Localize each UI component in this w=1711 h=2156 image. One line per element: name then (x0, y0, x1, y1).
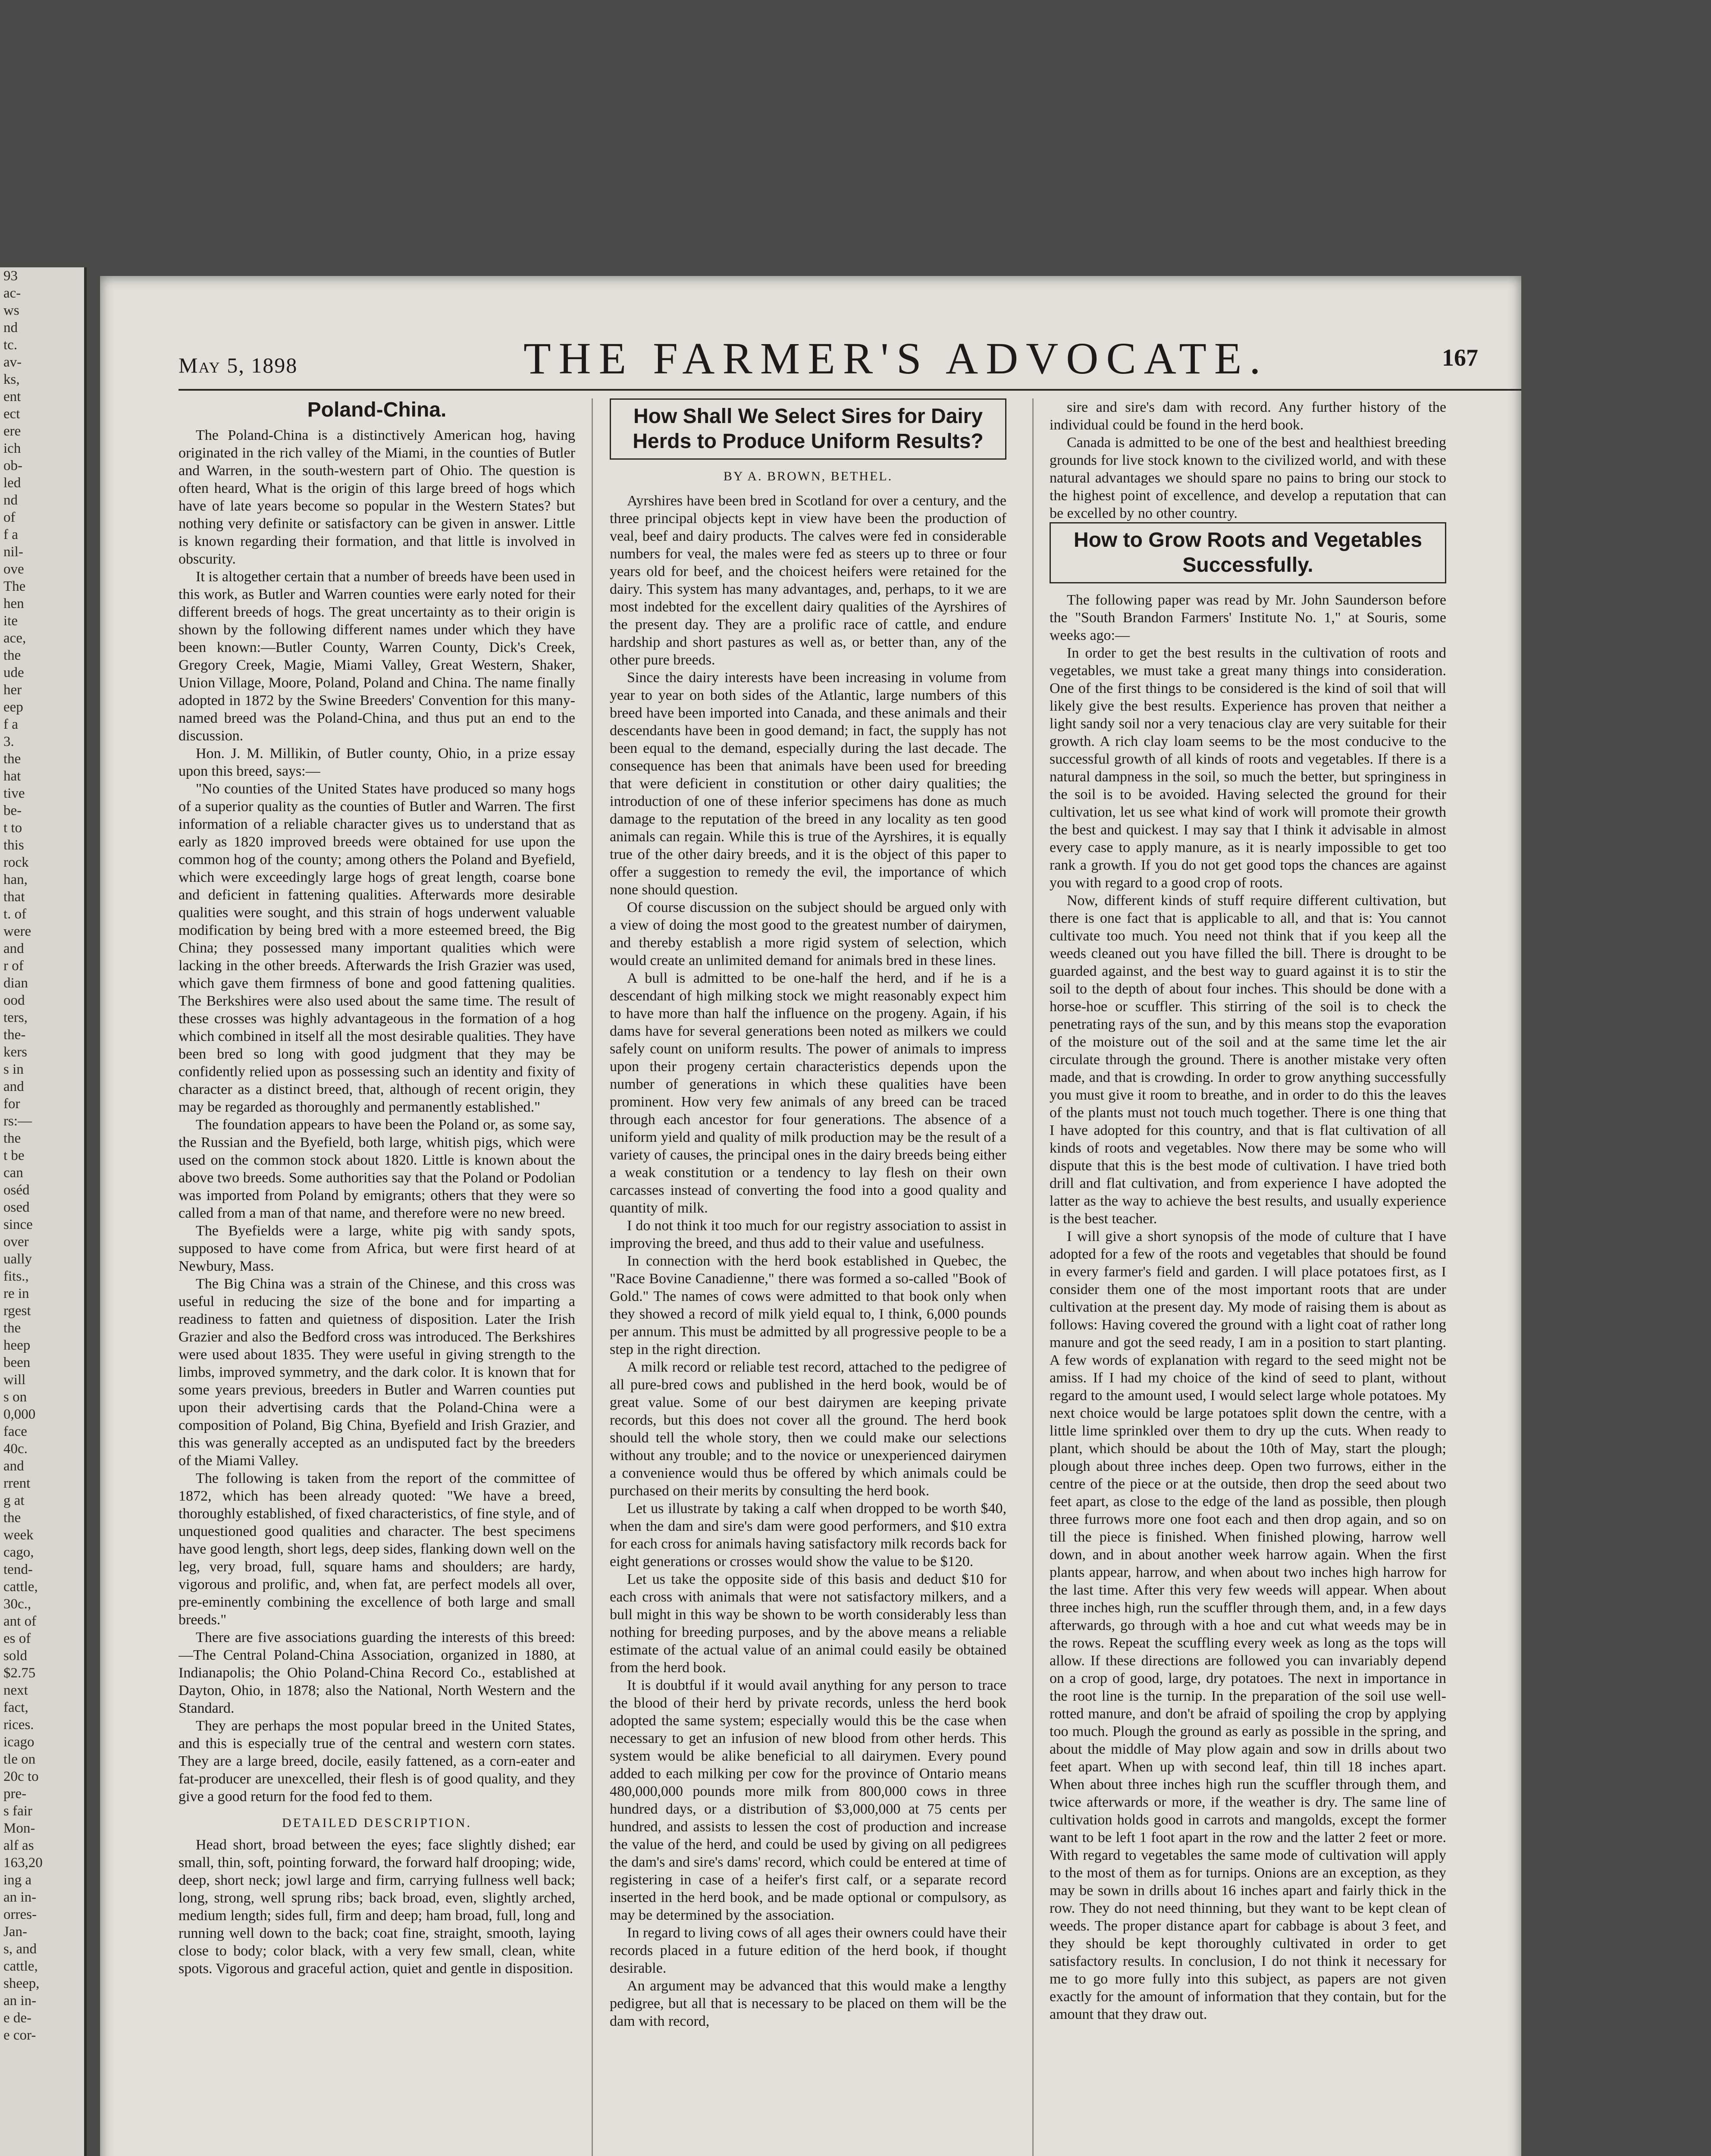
page-fragment-text: s in (3, 1062, 24, 1077)
page-fragment-text: ws (3, 303, 19, 318)
page-fragment-text: ant of (3, 1614, 37, 1629)
page-fragment-text: es of (3, 1631, 31, 1646)
page-fragment-text: next (3, 1683, 28, 1698)
article-paragraph: The Byefields were a large, white pig with sandy spots, supposed to have come from Africa, but were first heard of at Newbury, Mass. (179, 1223, 575, 1274)
page-fragment-text: ite (3, 613, 18, 629)
page-fragment-text: nd (3, 320, 18, 335)
page-fragment-text: the- (3, 1027, 26, 1043)
column-poland-china (179, 398, 575, 2156)
page-fragment-text: re in (3, 1286, 29, 1301)
article-paragraph: A bull is admitted to be one-half the herd, and if he is a descendant of high milking stock we might reasonably expect him to have more than half the influence on the progeny. Again, if his dams have for several generations been noted as milkers we could safely count on uniform results. The power of animals to impress upon their progeny certain characteristics depends upon the number of generations in which these qualities have been prominent. How very few animals of any breed can be traced through each ancestor for four generations. The absence of a uniform yield and quality of milk production may be the result of a variety of causes, the principal ones in the dairy breeds being either a weak constitution or a tendency to lay flesh on their own carcasses instead of converting the food into a good quality and quantity of milk. (610, 970, 1006, 1216)
page-fragment-text: tle on (3, 1752, 36, 1767)
page-fragment-text: ob- (3, 458, 22, 473)
page-fragment-text: fits., (3, 1269, 29, 1284)
article-paragraph: Head short, broad between the eyes; face slightly dished; ear small, thin, soft, pointing forward, the forward half drooping; wide, deep, short neck; jowl large and firm, carrying fullness well back; long, strong, well sprung ribs; back broad, even, slightly arched, medium length; sides full, firm and deep; ham broad, full, long and running well down to the back; coat fine, straight, smooth, laying close to body; color black, with a very few small, clean, white spots. Vigorous and graceful action, quiet and gentle in disposition. (179, 1837, 575, 1977)
page-fragment-text: ing a (3, 1872, 32, 1888)
page-fragment-text: her (3, 682, 22, 698)
page-header (179, 331, 1521, 396)
article-paragraph: Since the dairy interests have been increasing in volume from year to year on both sides of the Atlantic, large numbers of this breed have been imported into Canada, and these animals and their descendants have been in good demand; in fact, the supply has not been equal to the demand, especially during the last decade. The consequence has been that animals have been used for breeding that were deficient in constitution or other dairy qualities; the introduction of one of these inferior specimens has done as much damage to the reputation of the breed in any locality as ten good animals can regain. While this is true of the Ayrshires, it is equally true of the other dairy breeds, and it is the object of this paper to offer a suggestion to remedy the evil, the importance of which none should question. (610, 670, 1006, 898)
page-fragment-text: cattle, (3, 1959, 38, 1974)
page-fragment-text: t to (3, 820, 22, 836)
article-heading-roots-vegetables: How to Grow Roots and Vegetables Successfully. (1050, 522, 1446, 583)
page-fragment-text: for (3, 1096, 20, 1112)
page-fragment-text: e cor- (3, 2028, 36, 2043)
page-fragment-text: ually (3, 1251, 32, 1267)
page-fragment-text: oséd (3, 1182, 30, 1198)
page-fragment-text: 93 (3, 268, 18, 284)
page-fragment-text: of (3, 510, 16, 525)
page-fragment-text: The (3, 579, 26, 594)
page-fragment-text: kers (3, 1044, 27, 1060)
page-fragment-text: sold (3, 1648, 28, 1664)
page-fragment-text: han, (3, 872, 28, 887)
page-fragment-text: s fair (3, 1803, 32, 1819)
page-fragment-text: pre- (3, 1786, 27, 1802)
page-fragment-text: r of (3, 958, 24, 974)
article-continuation (1050, 398, 1446, 522)
page-fragment-text: nd (3, 492, 18, 508)
column-divider (592, 398, 593, 2156)
page-fragment-text: this (3, 837, 24, 853)
page-fragment-text: cattle, (3, 1579, 38, 1595)
article-paragraph: sire and sire's dam with record. Any further history of the individual could be found in the herd book. (1050, 399, 1446, 433)
column-roots-vegetables (1050, 398, 1446, 2156)
page-fragment-text: 163,20 (3, 1855, 43, 1871)
article-paragraph: The following is taken from the report of the committee of 1872, which has been already quoted: "We have a breed, thoroughly established, of fixed characteristics, of fine style, and of unquestioned good qualities and character. The best specimens have good length, short legs, deep sides, flanking down well on the leg, very broad, full, square hams and shoulders; are hardy, vigorous and prolific, and, when fat, are perfect models all over, pre-eminently combining the excellence of both large and small breeds." (179, 1470, 575, 1628)
article-paragraph: Of course discussion on the subject should be argued only with a view of doing the most good to the greatest number of dairymen, and thereby establish a more rigid system of selection, which would create an unlimited demand for animals bred in these lines. (610, 899, 1006, 968)
page-fragment-text: an in- (3, 1993, 37, 2009)
page-fragment-text: can (3, 1165, 23, 1181)
article-paragraph: Let us take the opposite side of this basis and deduct $10 for each cross with animals that were not satisfactory milkers, and a bull might in this way be shown to be worth considerably less than nothing for breeding purposes, and by the above means a reliable estimate of the actual value of an animal could easily be obtained from the herd book. (610, 1571, 1006, 1676)
article-paragraph: In regard to living cows of all ages their owners could have their records placed in a future edition of the herd book, if thought desirable. (610, 1925, 1006, 1976)
page-fragment-text: 0,000 (3, 1407, 36, 1422)
page-fragment-text: face (3, 1424, 27, 1439)
article-body (1050, 591, 1446, 2023)
article-paragraph: It is altogether certain that a number of breeds have been used in this work, as Butler and Warren counties were early noted for their different breeds of hogs. The great uncertainty as to their origin is shown by the following different names under which they have been known:—Butler County, Warren County, Dick's Creek, Gregory Creek, Magie, Miami Valley, Great Western, Shaker, Union Village, Moore, Poland, Poland and China. The name finally adopted in 1872 by the Swine Breeders' Convention for this many-named breed was the Poland-China, and thus put an end to the discussion. (179, 569, 575, 744)
masthead-title: THE FARMER'S ADVOCATE. (523, 334, 1269, 383)
page-fragment-text: heep (3, 1338, 31, 1353)
column-divider (1032, 398, 1034, 2156)
page-fragment-text: av- (3, 354, 22, 370)
article-paragraph: In connection with the herd book established in Quebec, the "Race Bovine Canadienne," there was formed a so-called "Book of Gold." The names of cows were admitted to that book only when they showed a record of milk yield equal to, I think, 6,000 pounds per annum. This must be admitted by all progressive people to be a step in the right direction. (610, 1253, 1006, 1357)
article-paragraph: There are five associations guarding the interests of this breed:—The Central Poland-China Association, organized in 1880, at Indianapolis; the Ohio Poland-China Record Co., established at Dayton, Ohio, in 1878; also the National, North Western and the Standard. (179, 1630, 575, 1716)
page-fragment-text: eep (3, 699, 23, 715)
page-fragment-text: s on (3, 1389, 27, 1405)
page-fragment-text: the (3, 1131, 21, 1146)
page-fragment-text: will (3, 1372, 26, 1388)
page-fragment-text: and (3, 1079, 24, 1094)
article-paragraph: The foundation appears to have been the Poland or, as some say, the Russian and the Byefield, both large, whitish pigs, which were used on the common stock about 1820. Little is known about the above two breeds. Some authorities say that the Poland or Podolian was imported from Poland by emigrants; others that they were so called from a man of that name, and therefore were no new breed. (179, 1117, 575, 1221)
article-paragraph: I will give a short synopsis of the mode of culture that I have adopted for a few of the roots and vegetables that should be found in every farmer's field and garden. I will place potatoes first, as I consider them one of the most important roots that are under cultivation at the present day. My mode of raising them is about as follows: Having covered the ground with a light coat of rather long manure and got the seed ready, I am in a position to start planting. A few words of explanation with regard to the seed might not be amiss. If I had my choice of the kind of seed to plant, without regard to the amount used, I would select large whole potatoes. My next choice would be large potatoes split down the centre, with a little lime sprinkled over them to dry up the cuts. When ready to plant, which should be about the 10th of May, start the plough; plough about three inches deep. Open two furrows, either in the centre of the piece or at the outside, then drop the seed about two feet apart, as close to the edge of the land as possible, then plough three furrows more one foot each and then drop again, and so on till the piece is finished. When finished plowing, harrow well down, and in about another week harrow again. When the first plants appear, harrow, and when about two inches high harrow for the last time. After this very few weeds will appear. When about three inches high, run the scuffler through them, and, in a few days afterwards, go through with a hoe and cut what weeds may be in the rows. Repeat the scuffling every week as long as the tops will allow. If these directions are followed you can invariably depend on a crop of good, large, dry potatoes. The next in importance in the root line is the turnip. In the preparation of the soil use well-rotted manure, and don't be afraid of spoiling the crop by applying too much. Plough the ground as early as possible in the spring, and about the middle of May plow again and sow in drills about two feet apart. When up with second leaf, thin till 18 inches apart. When about three inches high run the scuffler through them, and twice afterwards or more, if the weather is dry. The same line of cultivation holds good in carrots and mangolds, except the former want to be left 1 foot apart in the row and the latter 2 feet or more. With regard to vegetables the same mode of cultivation will apply to the most of them as for turnips. Onions are an exception, as they may be sown in drills about 16 inches apart and fairly thick in the row. They do not need thinning, but they want to be kept clean of weeds. The proper distance apart for cabbage is about 3 feet, and they should be kept thoroughly cultivated in order to get satisfactory results. In conclusion, I do not think it necessary for me to go more fully into this subject, as papers are not given exactly for the amount of information that they contain, but for the amount that they draw out. (1050, 1228, 1446, 2022)
page-fragment-text: led (3, 475, 21, 491)
article-paragraph: I do not think it too much for our registry association to assist in improving the breed, and thus add to their value and usefulness. (610, 1218, 1006, 1251)
byline: BY A. BROWN, BETHEL. (723, 469, 893, 483)
page-fragment-text: fact, (3, 1700, 28, 1715)
article-paragraph: They are perhaps the most popular breed in the United States, and this is especially true of the central and western corn states. They are a large breed, docile, easily fattened, as a corn-eater and fat-producer are unexcelled, their flesh is of good quality, and they give a good return for the food fed to them. (179, 1718, 575, 1805)
page-fragment-text: hen (3, 596, 24, 611)
page-fragment-text: sheep, (3, 1976, 40, 1991)
subheading-detailed-description: DETAILED DESCRIPTION. (282, 1816, 472, 1830)
page-fragment-text: and (3, 1458, 24, 1474)
issue-date: May 5, 1898 (179, 353, 298, 377)
page-fragment-text: over (3, 1234, 29, 1250)
article-paragraph: The following paper was read by Mr. John Saunderson before the "South Brandon Farmers' Institute No. 1," at Souris, some weeks ago:— (1050, 592, 1446, 643)
page-fragment-text: s, and (3, 1941, 37, 1957)
article-paragraph: The Big China was a strain of the Chinese, and this cross was useful in reducing the size of the bone and for imparting a readiness to fatten and quietness of disposition. Later the Irish Grazier and also the Bedford cross was introduced. The Berkshires were used about 1835. They were useful in giving strength to the limbs, improved symmetry, and the dark color. It is known that for some years previous, breeders in Butler and Warren counties put upon their advertising cards that the Poland-China were a composition of Poland, Big China, Byefield and Irish Grazier, and this was generally accepted as an undisputed fact by the breeders of the Miami Valley. (179, 1276, 575, 1469)
page-fragment-text: ude (3, 665, 24, 680)
page-fragment-text: since (3, 1217, 33, 1232)
article-paragraph: A milk record or reliable test record, attached to the pedigree of all pure-bred cows and published in the herd book, would be of great value. Some of our best dairymen are keeping private records, but this does not cover all the ground. The herd book should tell the whole story, then we could make our selections without any trouble; and to the novice or unexperienced dairymen a convenience would thus be offered by which animals could be purchased on their merits by consulting the herd book. (610, 1359, 1006, 1499)
page-fragment-text: nil- (3, 544, 23, 560)
page-fragment-text: the (3, 1510, 21, 1526)
page-fragment-text: been (3, 1355, 31, 1370)
page-fragment-text: Mon- (3, 1821, 35, 1836)
page-fragment-text: g at (3, 1493, 25, 1508)
page-fragment-text: rices. (3, 1717, 34, 1733)
page-fragment-text: 3. (3, 734, 14, 749)
page-fragment-text: tend- (3, 1562, 33, 1577)
page-fragment-text: the (3, 648, 21, 663)
page-fragment-text: ere (3, 423, 21, 439)
page-number: 167 (1442, 345, 1478, 371)
page-fragment-text: cago, (3, 1545, 34, 1560)
article-heading-poland-china: Poland-China. (307, 398, 447, 421)
page-fragment-text: f a (3, 527, 18, 542)
article-paragraph: "No counties of the United States have produced so many hogs of a superior quality as the counties of Butler and Warren. The first information of a reliable character gives us to understand that as early as 1820 improved breeds were obtained for use upon the common hog of the county; among others the Poland and Byefield, which were exceedingly large hogs of great length, coarse bone and deficient in fattening qualities. Afterwards more desirable qualities were sought, and this strain of hogs underwent valuable modification by being bred with a more esteemed breed, the Big China; they possessed many important qualities which were lacking in the other breeds. Afterwards the Irish Grazier was used, which gave them firmness of bone and good fattening qualities. The Berkshires were also used about the same time. The result of these crosses was highly advantageous in the formation of a hog which combined in itself all the most desirable qualities. They have been bred so long with good judgment that they may be confidently relied upon as possessing such an identity and fixity of character as a distinct breed, that, although of recent origin, they may be regarded as thoroughly and permanently established." (179, 781, 575, 1115)
page-fragment-text: ace, (3, 630, 26, 646)
article-paragraph: The Poland-China is a distinctively American hog, having originated in the rich valley of the Miami, in the counties of Butler and Warren, in the south-western part of Ohio. The question is often heard, What is the origin of this large breed of hogs which have of late years become so popular in the Western States? but nothing very definite or satisfactory can be given in answer. Little is known regarding their formation, and that little is involved in obscurity. (179, 427, 575, 567)
page-fragment-text: the (3, 751, 21, 767)
page-fragment-text: hat (3, 768, 21, 784)
page-fragment-text: tive (3, 786, 25, 801)
page-fragment-text: t be (3, 1148, 25, 1163)
page-fragment-text: ac- (3, 285, 21, 301)
page-fragment-text: the (3, 1320, 21, 1336)
page-fragment-text: ks, (3, 372, 20, 387)
page-fragment-text: ters, (3, 1010, 28, 1025)
page-fragment-text: rrent (3, 1476, 31, 1491)
page-fragment-text: dian (3, 975, 28, 991)
article-paragraph: It is doubtful if it would avail anything for any person to trace the blood of their herd by private records, unless the herd book adopted the same system; especially would this be the case when necessary to get an infusion of new blood from other herds. This system would be alike beneficial to all dairymen. Every pound added to each milking per cow for the province of Ontario means 480,000,000 pounds more milk from 800,000 cows in three hundred days, or a distribution of $3,000,000 at 75 cents per hundred, and assists to lessen the cost of production and increase the value of the herd, and could be used by giving on all pedigrees the dam's and sire's dams' record, which could be entered at time of registering in case of a heifer's first calf, or a separate record inserted in the herd book, and be made optional or compulsory, as may be determined by the association. (610, 1677, 1006, 1923)
page-fragment-text: week (3, 1527, 34, 1543)
article-paragraph: An argument may be advanced that this would make a lengthy pedigree, but all that is necessary to be placed on them will be the dam with record, (610, 1978, 1006, 2029)
article-paragraph: Canada is admitted to be one of the best and healthiest breeding grounds for live stock known to the civilized world, and with these natural advantages we should spare no pains to bring our stock to the highest point of excellence, and develop a reputation that can be excelled by no other country. (1050, 435, 1446, 521)
page-fragment-text: t. of (3, 906, 27, 922)
article-paragraph: Hon. J. M. Millikin, of Butler county, Ohio, in a prize essay upon this breed, says:— (179, 746, 575, 779)
page-fragment-text: ove (3, 561, 24, 577)
article-paragraph: Let us illustrate by taking a calf when dropped to be worth $40, when the dam and sire's dam were good performers, and $10 extra for each cross for animals having satisfactory milk records back for eight generations or crosses would show the value to be $120. (610, 1501, 1006, 1570)
page-fragment-text: ect (3, 406, 20, 422)
page-fragment-text: 30c., (3, 1596, 31, 1612)
page-fragment-text: ent (3, 389, 21, 404)
newspaper-page (100, 276, 1521, 2156)
article-heading-dairy-sires: How Shall We Select Sires for Dairy Herds to Produce Uniform Results? (610, 398, 1006, 460)
header-rule (179, 389, 1521, 391)
page-fragment-text: Jan- (3, 1924, 27, 1940)
page-fragment-text: rs:— (3, 1113, 32, 1129)
article-paragraph: In order to get the best results in the cultivation of roots and vegetables, we must take a great many things into consideration. One of the first things to be considered is the kind of soil that will likely give the best results. Experience has proven that neither a light sandy soil nor a very tenacious clay are very suitable for their growth. A rich clay loam seems to be the most conducive to the successful growth of all kinds of roots and vegetables. If there is a natural dampness in the soil, so much the better, but springiness in the soil is to be avoided. Having selected the ground for their cultivation, let us see what kind of work will promote their growth the best and quickest. I may say that I think it advisable in almost every case to apply manure, as it is nearly impossible to get too rank a growth. If you do not get good tops the chances are against you with regard to a good crop of roots. (1050, 645, 1446, 891)
page-fragment-text: e de- (3, 2010, 32, 2026)
page-fragment-text: tc. (3, 337, 18, 353)
article-paragraph: Now, different kinds of stuff require different cultivation, but there is one fact that is applicable to all, and that is: You cannot cultivate too much. You need not think that if you keep all the weeds cleaned out you have filled the bill. There is drought to be guarded against, and the best way to guard against it is to stir the soil to the depth of about four inches. This should be done with a horse-hoe or scuffler. This stirring of the soil is to check the penetrating rays of the sun, and by this means stop the evaporation of the moisture out of the soil and at the same time let the air circulate through the ground. There is another mistake very often made, and that is crowding. In order to grow anything successfully you must give it room to breathe, and in order to do this the leaves of the plants must not touch much together. There is one thing that I have adopted for this country, and that is flat cultivation of all kinds of roots and vegetables. Now there may be some who will dispute that this is the best mode of cultivation. I have tried both drill and flat cultivation, and from experience I have adopted the latter as the way to achieve the best results, and usually experience is the best teacher. (1050, 893, 1446, 1227)
page-fragment-text: were (3, 924, 31, 939)
page-fragment-text: ood (3, 993, 25, 1008)
page-fragment-text: 20c to (3, 1769, 39, 1784)
page-fragment-text: an in- (3, 1890, 37, 1905)
page-fragment-text: f a (3, 717, 18, 732)
page-fragment-text: rock (3, 855, 29, 870)
article-body (179, 426, 575, 1805)
page-fragment-text: and (3, 941, 24, 956)
page-fragment-text: 40c. (3, 1441, 28, 1457)
page-fragment-text: be- (3, 803, 22, 818)
page-fragment-text: alf as (3, 1838, 34, 1853)
page-fragment-text: rgest (3, 1303, 31, 1319)
adjacent-page-fragment (0, 267, 87, 2156)
page-fragment-text: icago (3, 1734, 34, 1750)
page-fragment-text: that (3, 889, 25, 905)
page-fragment-text: ich (3, 441, 21, 456)
page-fragment-text: $2.75 (3, 1665, 36, 1681)
article-paragraph: Ayrshires have been bred in Scotland for over a century, and the three principal objects kept in view have been the production of veal, beef and dairy products. The calves were fed in considerable numbers for veal, the males were fed as steers up to three or four years old for beef, and the choicest heifers were retained for the dairy. This system has many advantages, and, perhaps, to it we are most indebted for the excellent dairy qualities of the Ayrshires of the present day. They are a prolific race of cattle, and endure hardship and short pastures as well as, or better than, any of the other pure breeds. (610, 493, 1006, 668)
page-fragment-text: orres- (3, 1907, 37, 1922)
column-dairy-sires (610, 398, 1006, 2156)
article-body (610, 492, 1006, 2030)
page-fragment-text: osed (3, 1200, 30, 1215)
